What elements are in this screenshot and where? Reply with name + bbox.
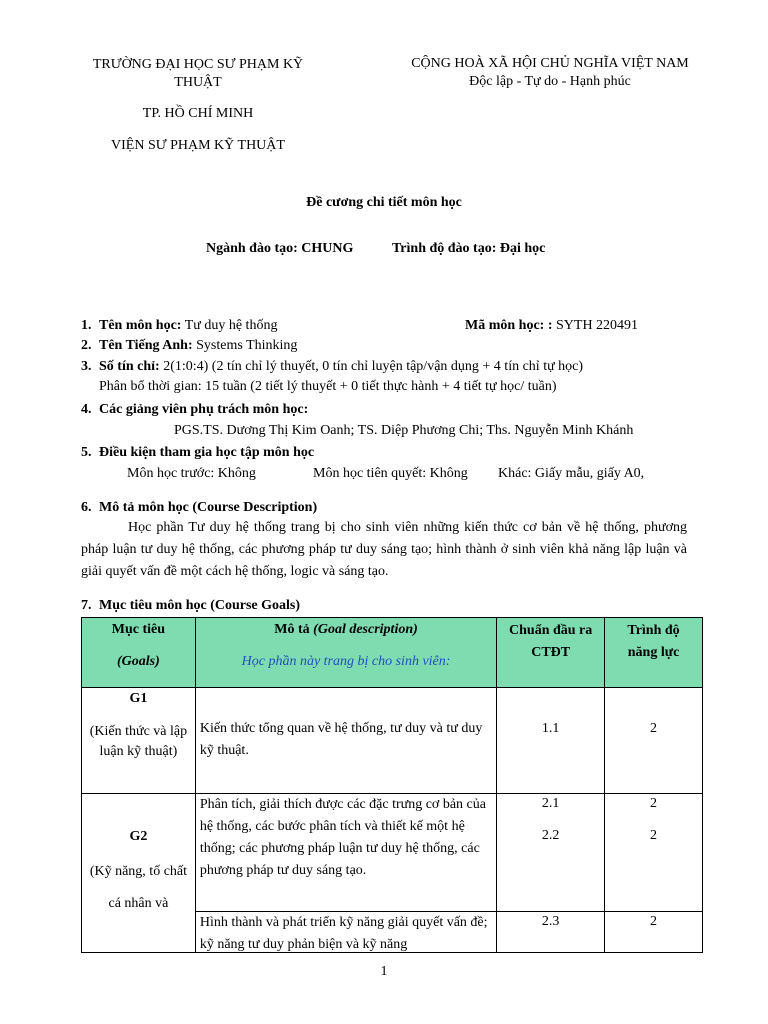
item-label: Số tín chỉ:: [99, 359, 160, 374]
institute-name: VIỆN SƯ PHẠM KỸ THUẬT: [111, 138, 285, 153]
training-level: Trình độ đào tạo: Đại học: [392, 241, 546, 256]
item-label: Mục tiêu môn học (Course Goals): [99, 598, 301, 613]
item-label: Mã môn học: :: [465, 318, 553, 333]
level-value: 2: [650, 914, 658, 929]
goal-description-text: Phân tích, giải thích được các đặc trưng cơ bản của hệ thống, các bước phân tích và thiết kế một hệ thống; các phương pháp luận tư duy hệ thống, các phương pháp tư duy sáng tạo.: [199, 797, 486, 878]
goal-id: G1: [129, 691, 148, 706]
item-label: Mô tả môn học (Course Description): [99, 500, 318, 515]
item-english-name: [81, 338, 297, 354]
school-name-line1: TRƯỜNG ĐẠI HỌC SƯ PHẠM KỸ: [92, 57, 304, 72]
goal-category: (Kỹ năng, tố chất: [89, 864, 188, 879]
school-name-line2: THUẬT: [174, 75, 222, 90]
goal-clo: [497, 688, 605, 794]
document-title: Đề cương chi tiết môn học: [306, 195, 462, 210]
level-value: 2: [650, 721, 658, 736]
item-label: Các giảng viên phụ trách môn học:: [99, 402, 309, 417]
goal-description: [195, 688, 496, 794]
header-desc-sub: Học phần này trang bị cho sinh viên:: [241, 654, 451, 669]
national-title: CỘNG HOÀ XÃ HỘI CHỦ NGHĨA VIỆT NAM: [411, 56, 689, 71]
item-value: SYTH 220491: [552, 318, 639, 333]
header-desc-label: Mô tả: [274, 622, 314, 637]
item-number: 5.: [81, 445, 92, 460]
school-name: [60, 56, 336, 92]
header-level-label: Trình độ năng lực: [627, 623, 680, 660]
training-field: Ngành đào tạo: CHUNG: [206, 241, 354, 256]
header-description: [195, 618, 496, 688]
table-row: [82, 794, 703, 912]
goal-clo: [497, 912, 605, 953]
goal-description-text: Kiến thức tổng quan về hệ thống, tư duy và tư duy kỹ thuật.: [199, 721, 483, 758]
goal-cell: [82, 794, 196, 953]
prerequisite-course: Môn học tiên quyết: Không: [313, 466, 468, 481]
item-course-goals: [81, 598, 300, 614]
item-credits: [81, 359, 583, 375]
clo-value: 2.1: [541, 796, 560, 811]
clo-value: 1.1: [541, 721, 560, 736]
item-course-code: [465, 318, 638, 334]
item-number: 3.: [81, 359, 92, 374]
header-clo-label: Chuẩn đầu ra CTĐT: [509, 623, 593, 660]
header-clo: [497, 618, 605, 688]
item-lecturers: [81, 402, 308, 418]
table-header-row: [82, 618, 703, 688]
course-description-paragraph: Học phần Tư duy hệ thống trang bị cho sinh viên những kiến thức cơ bản về hệ thống, phương pháp luận tư duy hệ thống, các phương pháp tư duy sáng tạo; hình thành ở sinh viên khả năng lập luận và giải quyết vấn đề một cách hệ thống, logic và sáng tạo.: [81, 520, 687, 579]
header-desc-en: (Goal description): [313, 622, 418, 637]
item-value: Tư duy hệ thống: [181, 318, 278, 333]
school-city: TP. HỒ CHÍ MINH: [142, 106, 254, 121]
national-motto: Độc lập - Tự do - Hạnh phúc: [469, 74, 631, 89]
item-value: 2(1:0:4) (2 tín chỉ lý thuyết, 0 tín chỉ luyện tập/vận dụng + 4 tín chỉ tự học): [159, 359, 584, 374]
lecturer-list: PGS.TS. Dương Thị Kim Oanh; TS. Diệp Phương Chi; Ths. Nguyễn Minh Khánh: [174, 423, 634, 438]
goal-description: [195, 912, 496, 953]
item-label: Tên môn học:: [99, 318, 182, 333]
item-number: 7.: [81, 598, 92, 613]
item-number: 6.: [81, 500, 92, 515]
item-number: 4.: [81, 402, 92, 417]
goal-category-cont: cá nhân và: [108, 896, 169, 911]
item-prerequisites: [81, 445, 314, 461]
page-number: 1: [380, 964, 388, 979]
goal-level: [605, 688, 703, 794]
clo-value: 2.2: [541, 828, 560, 843]
header-goal-label: Mục tiêu: [111, 622, 166, 637]
other-requirements: Khác: Giấy mẫu, giấy A0,: [498, 466, 645, 481]
level-value: 2: [650, 796, 658, 811]
item-time-allocation: Phân bổ thời gian: 15 tuần (2 tiết lý thuyết + 0 tiết thực hành + 4 tiết tự học/ tuần): [99, 379, 557, 394]
item-number: 1.: [81, 318, 92, 333]
goal-description: [195, 794, 496, 912]
goal-description-text: Hình thành và phát triển kỹ năng giải quyết vấn đề; kỹ năng tư duy phản biện và kỹ năng: [199, 915, 488, 952]
goal-clo: [497, 794, 605, 912]
goal-level: [605, 912, 703, 953]
table-row: [82, 688, 703, 794]
item-course-name: [81, 318, 277, 334]
clo-value: 2.3: [541, 914, 560, 929]
item-value: Systems Thinking: [192, 338, 298, 353]
item-course-description: [81, 500, 317, 516]
item-label: Điều kiện tham gia học tập môn học: [99, 445, 315, 460]
item-number: 2.: [81, 338, 92, 353]
level-value: 2: [650, 828, 658, 843]
course-goals-table: [81, 617, 703, 953]
goal-id: G2: [129, 829, 148, 844]
goal-category: (Kiến thức và lập luận kỹ thuật): [89, 724, 188, 759]
header-level: [605, 618, 703, 688]
prior-course: Môn học trước: Không: [127, 466, 256, 481]
header-goal-en: (Goals): [117, 654, 160, 669]
goal-level: [605, 794, 703, 912]
goal-cell: [82, 688, 196, 794]
header-goal: [82, 618, 196, 688]
item-label: Tên Tiếng Anh:: [99, 338, 193, 353]
